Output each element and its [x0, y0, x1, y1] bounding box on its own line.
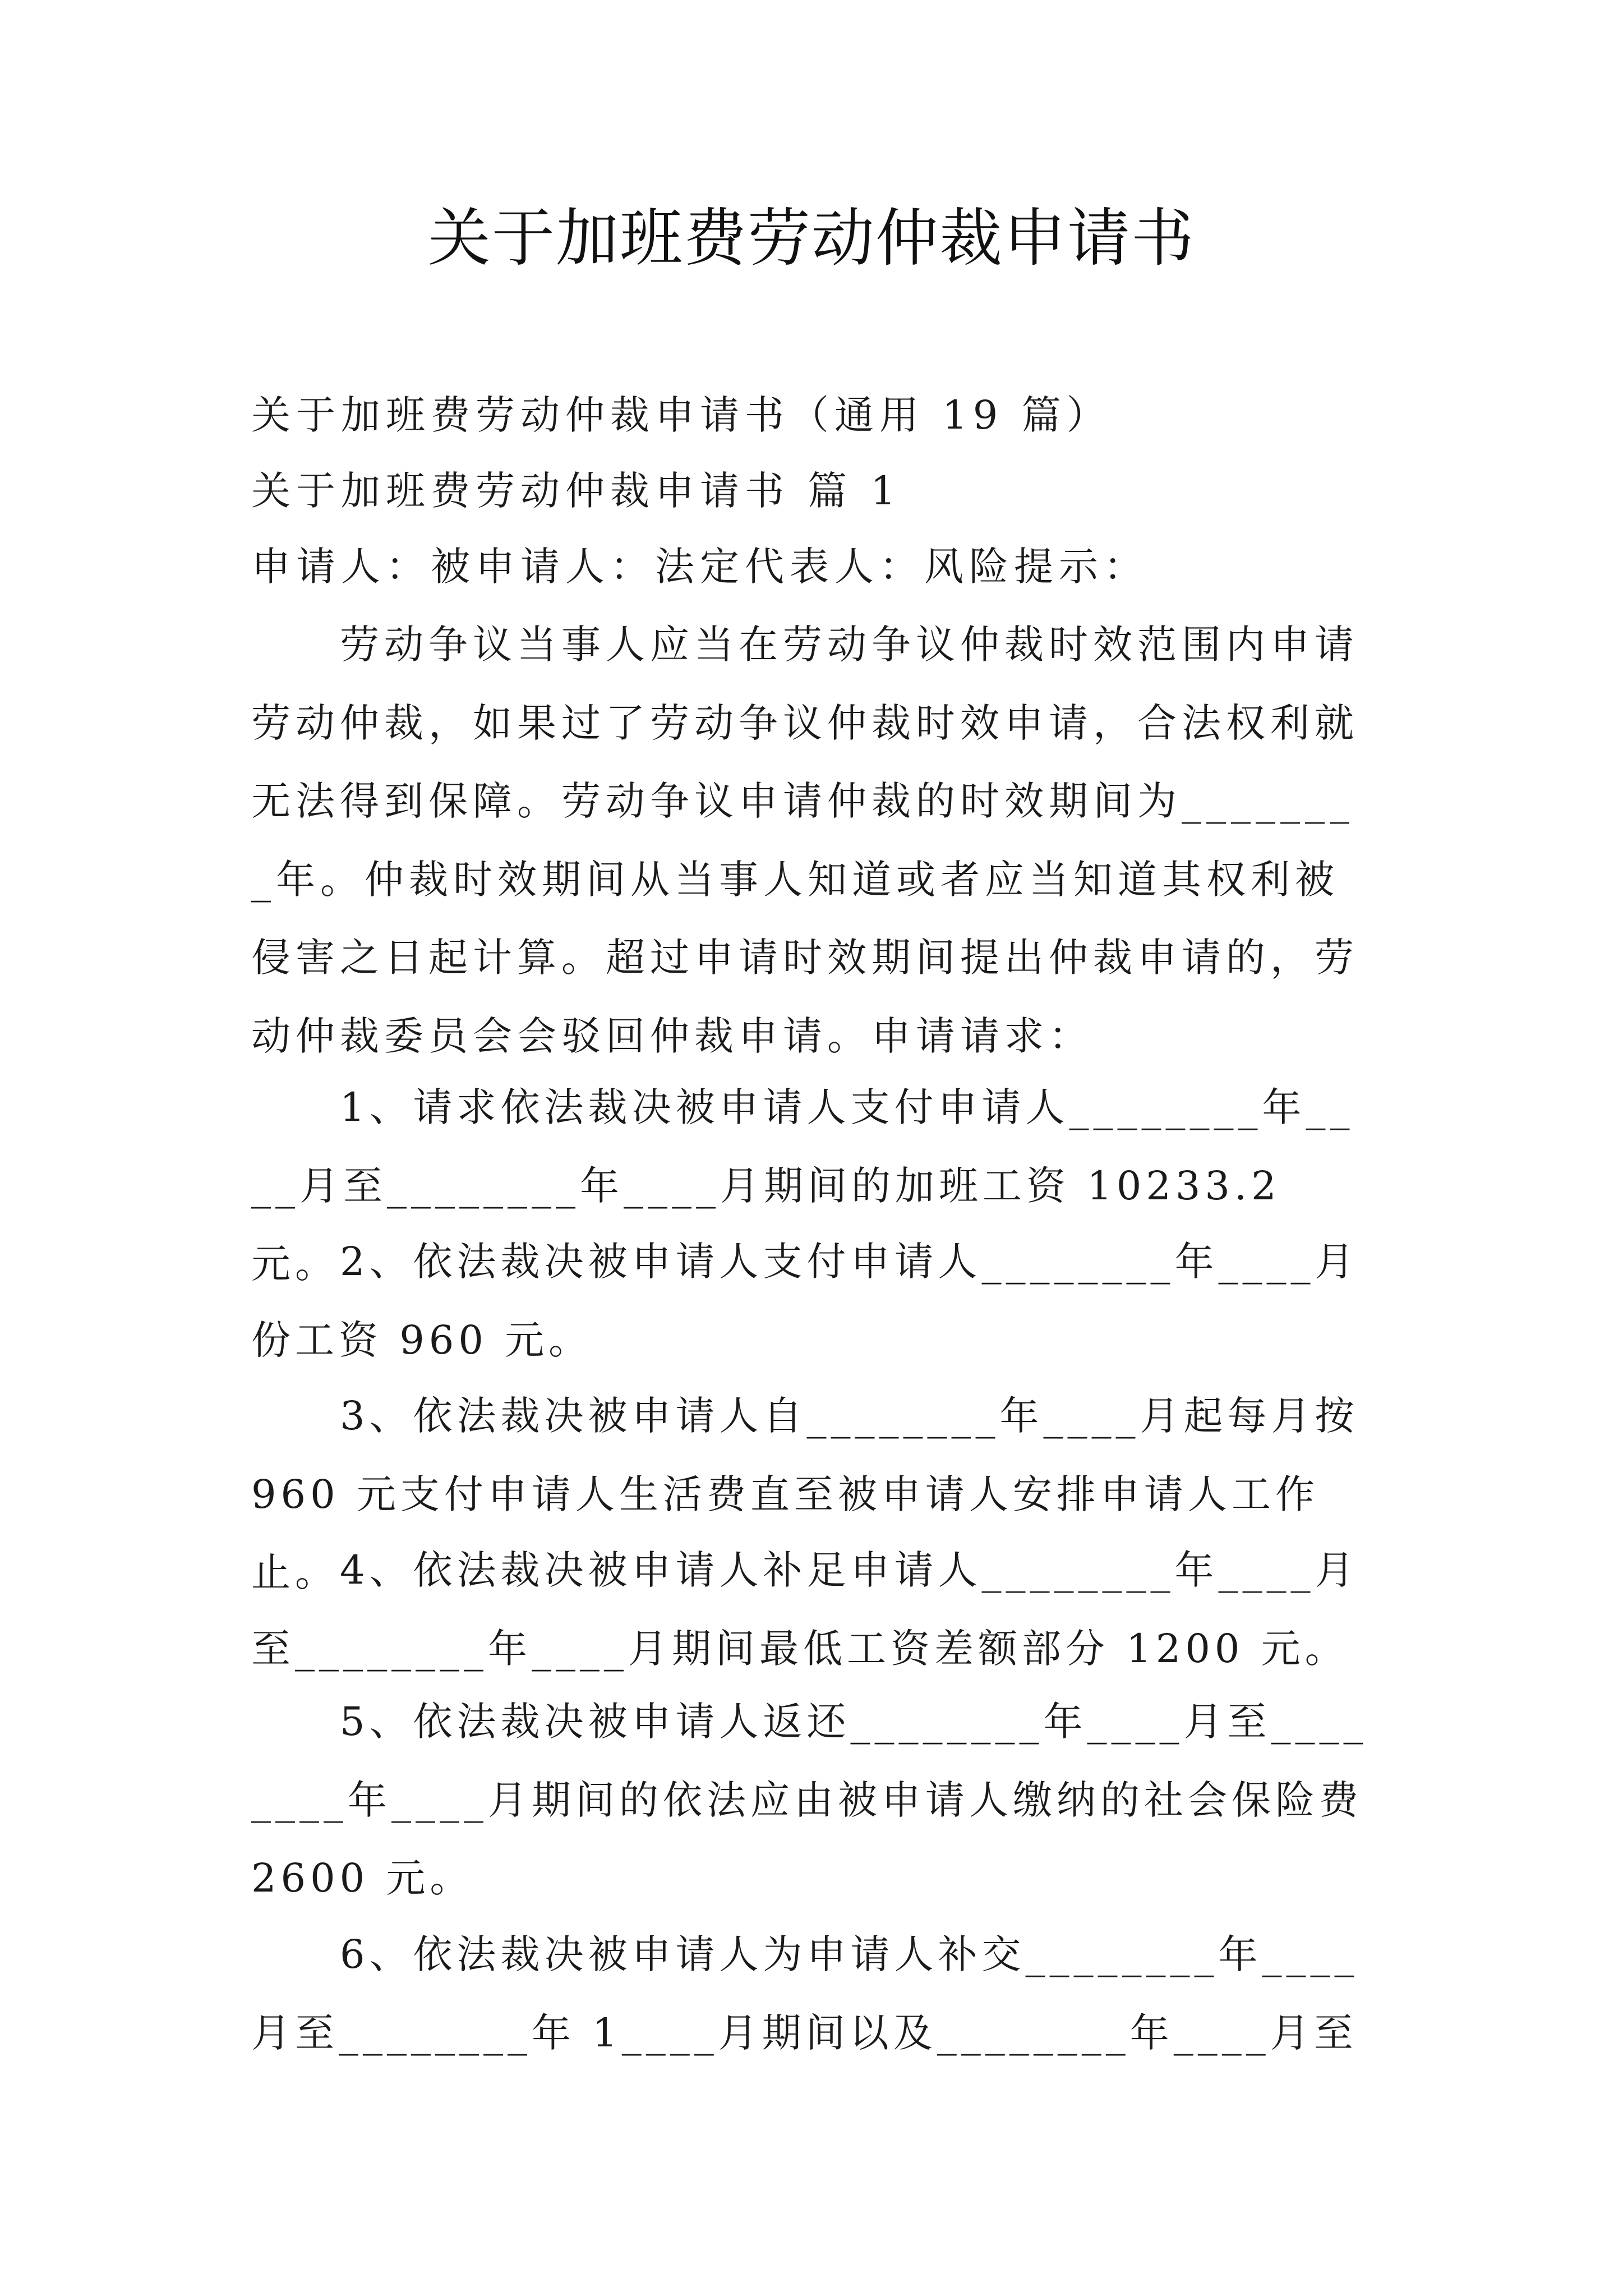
- document-title: 关于加班费劳动仲裁申请书: [428, 202, 1195, 275]
- claim-1-paragraph: 1、请求依法裁决被申请人支付申请人________年____月至________年____月期间的加班工资 10233.2 元。: [251, 1084, 1354, 1287]
- claim-5-paragraph: 5、依法裁决被申请人返还________年____月至________年____月期间的依法应由被申请人缴纳的社会保险费 2600 元。: [251, 1699, 1368, 1901]
- claim-3-paragraph: 3、依法裁决被申请人自________年____月起每月按 960 元支付申请人生活费直至被申请人安排申请人工作止。: [251, 1393, 1359, 1595]
- document-subtitle: 关于加班费劳动仲裁申请书（通用 19 篇）: [251, 392, 1112, 438]
- section-heading: 关于加班费劳动仲裁申请书 篇 1: [251, 468, 902, 514]
- risk-notice-paragraph: 劳动争议当事人应当在劳动争议仲裁时效范围内申请劳动仲裁，如果过了劳动争议仲裁时效申请，合法权利就无法得到保障。劳动争议申请仲裁的时效期间为________年。仲裁时效期间从当事人知道或者应当知道其权利被侵害之日起计算。超过申请时效期间提出仲裁申请的，劳动仲裁委员会会驳回仲裁申请。申请请求：: [251, 622, 1359, 1059]
- claim-4-paragraph: 4、依法裁决被申请人补足申请人________年____月至________年____月期间最低工资差额部分 1200 元。: [251, 1547, 1359, 1672]
- claim-6-paragraph: 6、依法裁决被申请人为申请人补交________年____月至________年 1____月期间以及________年____月至: [251, 1931, 1359, 2056]
- claim-2-paragraph: 2、依法裁决被申请人支付申请人________年____月份工资 960 元。: [251, 1239, 1359, 1363]
- parties-line: 申请人：被申请人：法定代表人：风险提示：: [251, 544, 1149, 590]
